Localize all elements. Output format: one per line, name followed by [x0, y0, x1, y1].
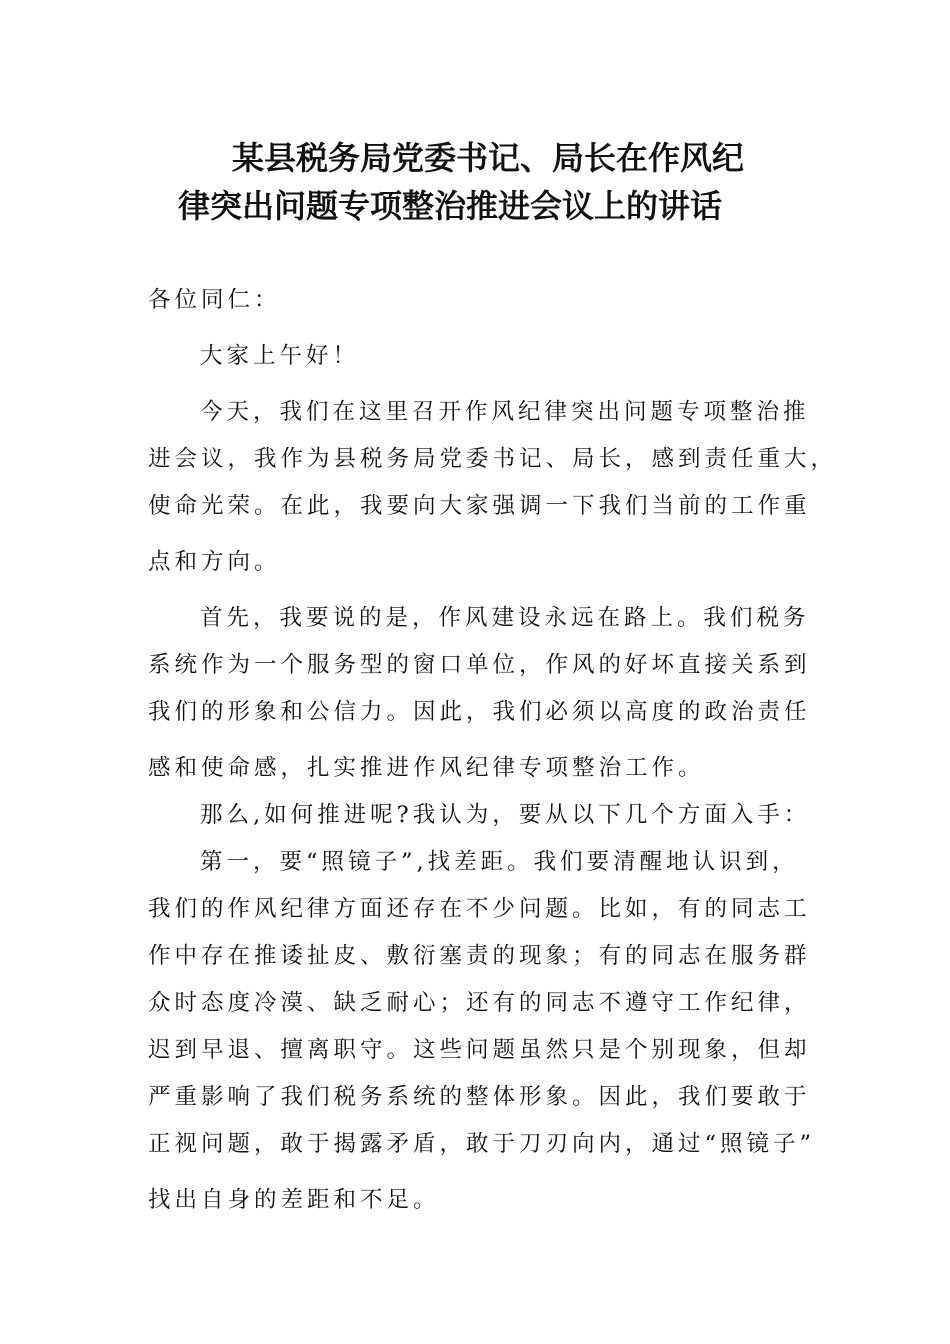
- paragraph-line: 点和方向。: [148, 549, 281, 575]
- paragraph-line: 我们的作风纪律方面还存在不少问题。比如，有的同志工: [148, 896, 811, 922]
- paragraph-line: 正视问题，敢于揭露矛盾，敢于刀刃向内，通过“照镜子”: [148, 1131, 816, 1157]
- paragraph-line: 那么,如何推进呢?我认为，要从以下几个方面入手：: [200, 802, 811, 828]
- paragraph-line: 迟到早退、擅离职守。这些问题虽然只是个别现象，但却: [148, 1037, 811, 1063]
- paragraph-line: 找出自身的差距和不足。: [148, 1187, 440, 1213]
- paragraph-line: 严重影响了我们税务系统的整体形象。因此，我们要敢于: [148, 1084, 811, 1110]
- title-line-2: 律突出问题专项整治推进会议上的讲话: [178, 187, 723, 225]
- paragraph-line: 进会议，我作为县税务局党委书记、局长，感到责任重大，: [148, 446, 838, 472]
- paragraph-line: 使命光荣。在此，我要向大家强调一下我们当前的工作重: [148, 493, 811, 519]
- paragraph-line: 首先，我要说的是，作风建设永远在路上。我们税务: [200, 605, 810, 631]
- paragraph-line: 系统作为一个服务型的窗口单位，作风的好坏直接关系到: [148, 652, 811, 678]
- paragraph-line: 感和使命感，扎实推进作风纪律专项整治工作。: [148, 755, 705, 781]
- paragraph-line: 作中存在推诿扯皮、敷衍塞责的现象；有的同志在服务群: [148, 943, 811, 969]
- title-line-1: 某县税务局党委书记、局长在作风纪: [232, 139, 745, 177]
- document-title: [0, 134, 950, 230]
- salutation: 各位同仁：: [148, 287, 281, 313]
- document-body: [148, 277, 838, 1224]
- paragraph-line: 我们的形象和公信力。因此，我们必须以高度的政治责任: [148, 699, 811, 725]
- paragraph-line: 今天，我们在这里召开作风纪律突出问题专项整治推: [200, 399, 810, 425]
- paragraph-line: 第一，要“照镜子”,找差距。我们要清醒地认识到，: [200, 849, 799, 875]
- greeting: 大家上午好！: [200, 343, 360, 369]
- paragraph-line: 众时态度冷漠、缺乏耐心；还有的同志不遵守工作纪律，: [148, 990, 811, 1016]
